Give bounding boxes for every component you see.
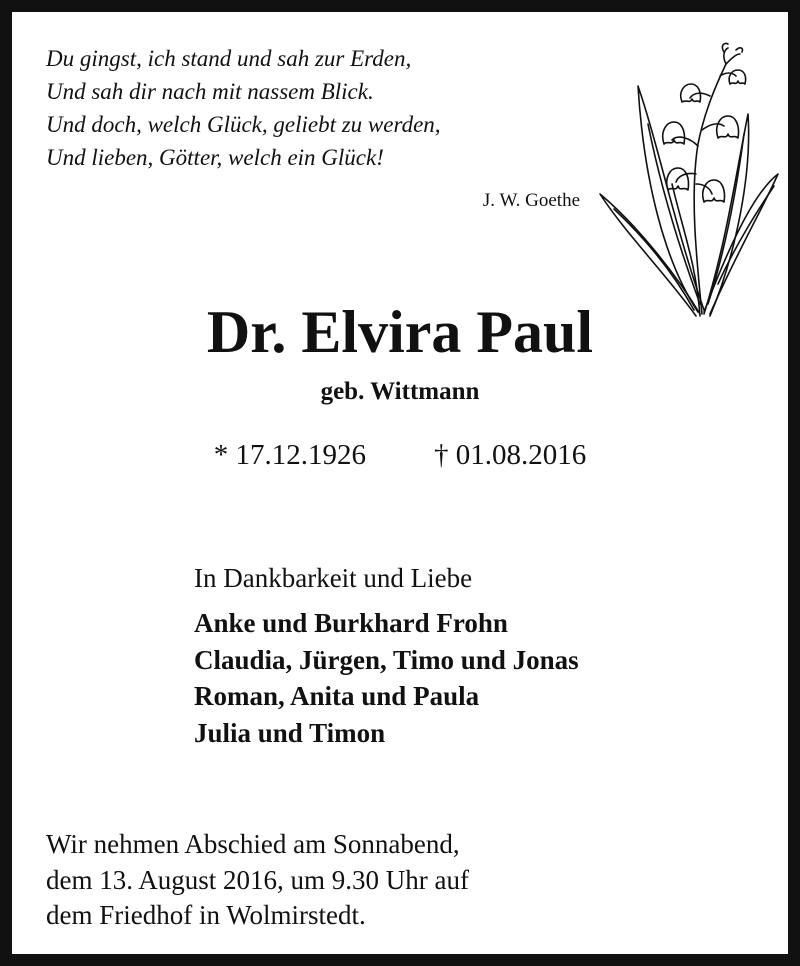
funeral-line-3: dem Friedhof in Wolmirstedt. <box>46 900 366 930</box>
birth-date: * 17.12.1926 <box>213 439 366 471</box>
mourners-intro: In Dankbarkeit und Liebe <box>194 563 473 593</box>
deceased-name: Dr. Elvira Paul <box>206 299 594 365</box>
funeral-info <box>46 827 469 934</box>
bluebell-flower-icon <box>586 34 786 326</box>
poem-line-4: Und lieben, Götter, welch ein Glück! <box>46 145 384 170</box>
poem-line-3: Und doch, welch Glück, geliebt zu werden, <box>46 112 441 137</box>
poem-line-1: Du gingst, ich stand und sah zur Erden, <box>46 46 412 71</box>
mourner-line-4: Julia und Timon <box>194 717 386 748</box>
funeral-line-2: dem 13. August 2016, um 9.30 Uhr auf <box>46 864 469 895</box>
poem <box>46 42 606 174</box>
birth-name: geb. Wittmann <box>320 378 480 405</box>
funeral-line-1: Wir nehmen Abschied am Sonnabend, <box>46 829 460 859</box>
mourner-line-2: Claudia, Jürgen, Timo und Jonas <box>194 644 579 675</box>
mourner-line-1: Anke und Burkhard Frohn <box>194 608 508 638</box>
mourners-list <box>194 605 579 751</box>
death-date: † 01.08.2016 <box>434 439 587 471</box>
poem-line-2: Und sah dir nach mit nassem Blick. <box>46 79 374 104</box>
life-dates <box>12 437 788 473</box>
mourner-line-3: Roman, Anita und Paula <box>194 681 480 711</box>
poem-author: J. W. Goethe <box>482 190 580 211</box>
